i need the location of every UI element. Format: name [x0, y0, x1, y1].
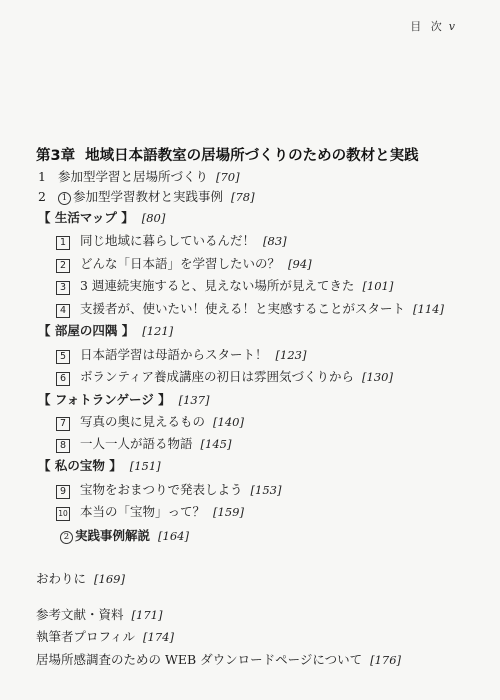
toc-entry [36, 627, 174, 645]
toc-entry [56, 480, 281, 499]
header-title: 目 次 [410, 20, 445, 33]
entry-page: [174] [143, 630, 174, 644]
entry-title: 支援者が、使いたい！使える！と実感することがスタート [80, 301, 406, 316]
entry-title: おわりに [36, 571, 87, 586]
toc-entry [36, 650, 401, 668]
entry-title: 参加型学習教材と実践事例 [72, 189, 223, 204]
entry-title: 執筆者プロフィル [36, 629, 136, 644]
toc-entry [38, 456, 161, 474]
entry-title: どんな「日本語」を学習したいの？ [80, 256, 281, 271]
boxed-number: 2 [56, 259, 70, 273]
toc-entry [36, 605, 162, 623]
circled-number: 2 [60, 531, 73, 544]
toc-entry [38, 167, 240, 185]
toc-entry [56, 412, 244, 431]
entry-page: [80] [141, 211, 166, 225]
entry-page: [169] [94, 572, 125, 586]
toc-entry [38, 321, 173, 339]
boxed-number: 4 [56, 304, 70, 318]
entry-title: 宝物をおまつりで発表しよう [80, 482, 243, 497]
boxed-number: 5 [56, 350, 70, 364]
entry-title: 【 私の宝物 】 [38, 458, 122, 473]
boxed-number: 3 [56, 281, 70, 295]
boxed-number: 10 [56, 507, 70, 521]
entry-title: 居場所感調査のための WEB ダウンロードページについて [36, 652, 363, 667]
entry-page: [78] [230, 190, 255, 204]
toc-entry [56, 502, 244, 521]
entry-page: [176] [370, 653, 402, 667]
boxed-number: 1 [56, 236, 70, 250]
entry-page: [140] [213, 415, 244, 429]
chapter-heading [36, 144, 419, 165]
toc-entry [60, 526, 189, 544]
entry-number: 1 [38, 169, 46, 184]
toc-entry [36, 569, 125, 587]
entry-page: [123] [275, 348, 307, 362]
entry-page: [151] [129, 459, 161, 473]
entry-page: [159] [213, 505, 244, 519]
entry-page: [83] [263, 234, 287, 248]
toc-entry [56, 276, 393, 295]
toc-entry [56, 299, 444, 318]
entry-page: [145] [200, 437, 232, 451]
entry-page: [164] [158, 529, 189, 543]
toc-entry [56, 254, 312, 273]
entry-page: [130] [362, 370, 393, 384]
entry-number: 2 [38, 189, 46, 204]
entry-title: ボランティア養成講座の初日は雰囲気づくりから [80, 369, 355, 384]
toc-entry [38, 390, 210, 408]
boxed-number: 8 [56, 439, 70, 453]
toc-entry [38, 187, 255, 205]
toc-entry [56, 345, 306, 364]
entry-title: 同じ地域に暮らしているんだ！ [80, 233, 256, 248]
boxed-number: 7 [56, 417, 70, 431]
entry-page: [70] [215, 170, 240, 184]
entry-page: [137] [178, 393, 210, 407]
entry-page: [101] [362, 279, 394, 293]
circled-number: 1 [58, 192, 71, 205]
toc-entry [56, 367, 393, 386]
entry-title: 参加型学習と居場所づくり [57, 169, 208, 184]
entry-title: 実践事例解説 [75, 528, 151, 543]
entry-title: 参考文献・資料 [36, 607, 124, 622]
entry-page: [114] [413, 302, 444, 316]
entry-title: 3 週連続実施すると、見えない場所が見えてきた [80, 278, 355, 293]
boxed-number: 9 [56, 485, 70, 499]
entry-title: 写真の奥に見えるもの [80, 414, 206, 429]
toc-entry [56, 434, 231, 453]
chapter-title: 地域日本語教室の居場所づくりのための教材と実践 [85, 148, 419, 164]
boxed-number: 6 [56, 372, 70, 386]
entry-page: [171] [131, 608, 163, 622]
toc-entry [56, 231, 287, 250]
entry-title: 一人一人が語る物語 [80, 436, 193, 451]
entry-page: [121] [142, 324, 174, 338]
entry-title: 【 生活マップ 】 [38, 210, 134, 225]
entry-title: 【 部屋の四隅 】 [38, 323, 135, 338]
header-page-number: v [448, 20, 458, 33]
entry-title: 本当の「宝物」って？ [80, 504, 206, 519]
running-header [410, 18, 458, 34]
toc-entry [38, 208, 165, 226]
chapter-label: 第3章 [36, 148, 76, 164]
entry-title: 【 フォトランゲージ 】 [38, 392, 171, 407]
entry-page: [153] [250, 483, 282, 497]
entry-page: [94] [288, 257, 312, 271]
entry-title: 日本語学習は母語からスタート！ [80, 347, 268, 362]
